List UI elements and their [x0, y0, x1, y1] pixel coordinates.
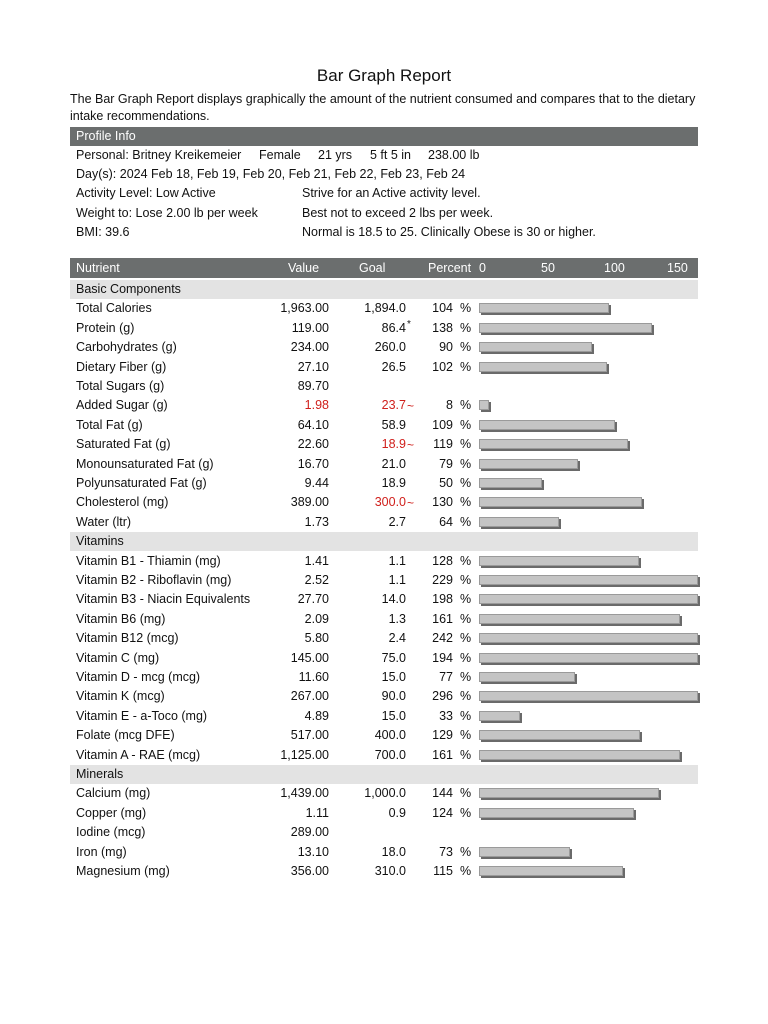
nutrient-value: 1,125.00 [280, 747, 329, 762]
percent-sign: % [460, 320, 472, 335]
nutrient-percent: 124 [432, 805, 453, 820]
percent-bar [479, 575, 698, 585]
nutrient-percent: 109 [432, 417, 453, 432]
nutrient-goal: 26.5 [381, 359, 406, 374]
goal-marker: ~ [407, 438, 415, 453]
table-row [70, 707, 698, 726]
nutrient-goal: 15.0 [381, 670, 406, 684]
table-row [70, 319, 698, 338]
nutrient-goal: 0.9 [388, 805, 406, 820]
profile-header-label: Profile Info [76, 129, 136, 143]
nutrient-value: 22.60 [297, 437, 329, 452]
percent-sign: % [460, 398, 472, 413]
table-row [70, 552, 698, 571]
nutrient-value: 389.00 [290, 495, 329, 510]
nutrient-goal: 14.0 [381, 592, 406, 607]
nutrient-percent: 194 [432, 650, 453, 665]
nutrient-percent: 104 [432, 301, 453, 316]
percent-sign: % [460, 573, 472, 587]
percent-bar [479, 400, 489, 410]
nutrient-value: 1.73 [304, 514, 329, 529]
percent-bar [479, 730, 640, 740]
nutrient-value: 64.10 [297, 417, 329, 432]
nutrient-name: Vitamin B12 (mcg) [76, 631, 179, 646]
nutrient-name: Water (ltr) [76, 514, 132, 529]
nutrient-percent: 119 [433, 437, 453, 452]
profile-weight-goal: Weight to: Lose 2.00 lb per week [76, 206, 258, 220]
nutrient-goal: 2.7 [388, 514, 406, 529]
table-row [70, 455, 698, 474]
nutrient-goal: 23.7 [381, 398, 406, 413]
profile-days: Day(s): 2024 Feb 18, Feb 19, Feb 20, Feb 21, Feb 22, Feb 23, Feb 24 [76, 167, 466, 181]
nutrient-goal: 18.9 [381, 437, 406, 452]
percent-bar [479, 750, 680, 760]
nutrient-goal: 90.0 [381, 689, 406, 704]
col-nutrient: Nutrient [76, 261, 120, 275]
percent-bar [479, 478, 542, 488]
table-row [70, 668, 698, 687]
section-label: Basic Components [76, 282, 181, 296]
percent-sign: % [460, 786, 472, 801]
table-row [70, 784, 698, 803]
report-intro: The Bar Graph Report displays graphically the amount of the nutrient consumed and compares that to the dietary intake recommendations. [70, 92, 696, 123]
profile-height: 5 ft 5 in [370, 148, 411, 162]
nutrient-goal: 75.0 [381, 650, 406, 665]
nutrient-percent: 242 [432, 631, 453, 646]
nutrient-percent: 161 [432, 747, 453, 762]
percent-sign: % [460, 301, 472, 316]
nutrient-value: 2.52 [304, 573, 329, 587]
nutrient-goal: 15.0 [381, 708, 406, 723]
percent-bar [479, 459, 578, 469]
percent-sign: % [460, 747, 472, 762]
nutrient-percent: 33 [439, 708, 453, 723]
nutrient-value: 27.10 [297, 359, 329, 374]
section-label: Vitamins [76, 534, 124, 549]
percent-sign: % [460, 592, 472, 607]
nutrient-value: 2.09 [304, 611, 329, 626]
nutrient-percent: 198 [432, 592, 453, 607]
nutrient-goal: 2.4 [388, 631, 406, 646]
nutrient-percent: 102 [432, 359, 453, 374]
percent-bar [479, 711, 520, 721]
percent-bar [479, 420, 615, 430]
table-row [70, 474, 698, 493]
table-row [70, 416, 698, 435]
nutrient-value: 11.60 [298, 670, 329, 684]
nutrient-value: 1,963.00 [280, 301, 329, 316]
percent-sign: % [460, 514, 472, 529]
nutrient-percent: 229 [432, 573, 453, 587]
table-row [70, 396, 698, 415]
profile-weight: 238.00 lb [428, 148, 480, 162]
percent-sign: % [460, 340, 472, 355]
table-row [70, 843, 698, 862]
percent-bar [479, 691, 698, 701]
nutrient-percent: 90 [439, 340, 453, 355]
nutrient-name: Total Fat (g) [76, 417, 143, 432]
table-row [70, 513, 698, 532]
nutrient-name: Carbohydrates (g) [76, 340, 177, 355]
nutrient-name: Polyunsaturated Fat (g) [76, 476, 207, 490]
nutrient-value: 27.70 [297, 592, 329, 607]
nutrient-name: Vitamin B3 - Niacin Equivalents [76, 592, 251, 607]
table-row [70, 590, 698, 609]
percent-sign: % [460, 437, 472, 452]
percent-bar [479, 303, 609, 313]
table-row [70, 610, 698, 629]
nutrient-goal: 1.1 [388, 573, 406, 587]
percent-sign: % [460, 359, 472, 374]
percent-sign: % [460, 476, 472, 490]
nutrient-name: Protein (g) [76, 320, 135, 335]
nutrient-name: Calcium (mg) [76, 786, 151, 801]
table-row [70, 338, 698, 357]
nutrient-name: Magnesium (mg) [76, 864, 170, 878]
nutrient-percent: 50 [439, 476, 453, 490]
nutrient-goal: 260.0 [374, 340, 406, 355]
percent-bar [479, 439, 628, 449]
nutrient-percent: 73 [439, 844, 453, 859]
percent-sign: % [460, 864, 472, 878]
nutrient-percent: 144 [432, 786, 453, 801]
percent-bar [479, 614, 680, 624]
nutrient-value: 234.00 [290, 340, 329, 355]
table-row [70, 299, 698, 318]
nutrient-name: Vitamin D - mcg (mcg) [76, 670, 201, 684]
nutrient-name: Vitamin B6 (mg) [76, 611, 166, 626]
percent-sign: % [460, 728, 472, 743]
col-percent: Percent [428, 261, 472, 275]
nutrient-value: 9.44 [304, 476, 329, 490]
nutrient-goal: 1,000.0 [364, 786, 406, 801]
percent-bar [479, 672, 575, 682]
nutrient-name: Total Calories [76, 301, 152, 316]
profile-age: 21 yrs [318, 148, 353, 162]
nutrient-value: 1.11 [305, 805, 329, 820]
nutrient-percent: 130 [432, 495, 453, 510]
profile-activity-note: Strive for an Active activity level. [302, 186, 481, 200]
nutrient-name: Vitamin E - a-Toco (mg) [76, 708, 208, 723]
nutrient-goal: 18.9 [381, 476, 406, 490]
nutrient-name: Folate (mcg DFE) [76, 728, 175, 743]
table-row [70, 687, 698, 706]
scale-tick: 0 [479, 261, 486, 275]
nutrient-value: 4.89 [304, 708, 329, 723]
nutrient-name: Added Sugar (g) [76, 398, 168, 413]
col-goal: Goal [359, 261, 386, 275]
table-row [70, 629, 698, 648]
nutrient-value: 89.70 [297, 379, 329, 393]
nutrient-value: 119.00 [291, 320, 329, 335]
section-header [70, 532, 698, 551]
profile-bmi-note: Normal is 18.5 to 25. Clinically Obese is 30 or higher. [302, 225, 596, 239]
nutrient-name: Vitamin C (mg) [76, 650, 160, 665]
percent-bar [479, 847, 570, 857]
table-row [70, 493, 698, 512]
percent-sign: % [460, 495, 472, 510]
nutrient-percent: 161 [432, 611, 453, 626]
table-row [70, 804, 698, 823]
profile-weight-note: Best not to exceed 2 lbs per week. [302, 206, 494, 220]
nutrient-goal: 1,894.0 [364, 301, 406, 316]
nutrient-name: Copper (mg) [76, 805, 147, 820]
nutrient-name: Vitamin K (mcg) [76, 689, 165, 704]
nutrient-name: Total Sugars (g) [76, 379, 165, 393]
nutrient-value: 16.70 [297, 456, 329, 471]
percent-sign: % [460, 417, 472, 432]
nutrient-goal: 310.0 [374, 864, 406, 878]
nutrient-name: Saturated Fat (g) [76, 437, 171, 452]
profile-activity: Activity Level: Low Active [76, 186, 216, 200]
nutrient-value: 517.00 [290, 728, 329, 743]
nutrient-percent: 77 [439, 670, 453, 684]
table-row [70, 571, 698, 590]
nutrient-goal: 300.0 [374, 495, 406, 510]
nutrient-goal: 58.9 [381, 417, 406, 432]
profile-sex: Female [259, 148, 301, 162]
nutrient-name: Vitamin B2 - Riboflavin (mg) [76, 573, 232, 587]
nutrient-goal: 86.4 [381, 320, 406, 335]
nutrient-value: 356.00 [290, 864, 329, 878]
table-row [70, 435, 698, 454]
percent-sign: % [460, 553, 472, 568]
nutrient-percent: 138 [432, 320, 453, 335]
percent-bar [479, 556, 639, 566]
table-row [70, 649, 698, 668]
scale-tick: 150 [667, 261, 688, 275]
section-header [70, 280, 698, 299]
table-row [70, 823, 698, 842]
percent-sign: % [460, 670, 472, 684]
table-row [70, 358, 698, 377]
percent-sign: % [460, 805, 472, 820]
profile-name: Personal: Britney Kreikemeier [76, 148, 242, 162]
nutrient-percent: 296 [432, 689, 453, 704]
nutrient-value: 145.00 [290, 650, 329, 665]
percent-bar [479, 866, 623, 876]
nutrient-value: 13.10 [297, 844, 329, 859]
percent-bar [479, 323, 652, 333]
profile-header [70, 127, 698, 146]
nutrient-name: Monounsaturated Fat (g) [76, 456, 214, 471]
percent-sign: % [460, 650, 472, 665]
percent-bar [479, 497, 642, 507]
nutrient-name: Vitamin B1 - Thiamin (mg) [76, 553, 221, 568]
percent-bar [479, 517, 559, 527]
col-value: Value [288, 261, 320, 275]
goal-marker: * [407, 318, 411, 330]
percent-bar [479, 362, 607, 372]
percent-bar [479, 653, 698, 663]
percent-sign: % [460, 708, 472, 723]
report-title: Bar Graph Report [316, 66, 452, 85]
percent-sign: % [460, 631, 472, 646]
nutrient-name: Iodine (mcg) [76, 825, 146, 840]
nutrient-percent: 64 [439, 514, 453, 529]
nutrient-name: Cholesterol (mg) [76, 495, 169, 510]
nutrient-value: 1,439.00 [280, 786, 329, 801]
percent-bar [479, 594, 698, 604]
nutrient-goal: 18.0 [381, 844, 406, 859]
nutrient-goal: 1.3 [388, 611, 406, 626]
nutrient-goal: 400.0 [374, 728, 406, 743]
nutrient-value: 289.00 [290, 825, 329, 840]
nutrient-value: 1.41 [304, 553, 329, 568]
nutrient-name: Vitamin A - RAE (mcg) [76, 747, 201, 762]
table-row [70, 377, 698, 396]
scale-tick: 100 [604, 261, 625, 275]
percent-sign: % [460, 456, 472, 471]
nutrient-name: Iron (mg) [76, 844, 127, 859]
nutrient-percent: 129 [432, 728, 453, 743]
section-label: Minerals [76, 767, 124, 781]
nutrient-goal: 1.1 [388, 553, 406, 568]
percent-sign: % [460, 611, 472, 626]
table-row [70, 862, 698, 881]
nutrient-percent: 128 [432, 553, 453, 568]
nutrient-goal: 700.0 [374, 747, 406, 762]
table-row [70, 726, 698, 745]
percent-sign: % [460, 689, 472, 704]
nutrient-value: 1.98 [304, 398, 329, 413]
percent-bar [479, 633, 698, 643]
table-header [70, 258, 698, 278]
nutrient-value: 5.80 [304, 631, 329, 646]
percent-bar [479, 788, 659, 798]
table-row [70, 746, 698, 765]
nutrient-name: Dietary Fiber (g) [76, 359, 167, 374]
percent-sign: % [460, 844, 472, 859]
profile-bmi: BMI: 39.6 [76, 225, 130, 239]
nutrient-percent: 79 [439, 456, 453, 471]
scale-tick: 50 [541, 261, 555, 275]
section-header [70, 765, 698, 784]
percent-bar [479, 342, 592, 352]
goal-marker: ~ [407, 496, 415, 511]
nutrient-goal: 21.0 [381, 456, 406, 471]
nutrient-percent: 8 [446, 398, 453, 413]
nutrient-percent: 115 [433, 864, 453, 878]
percent-bar [479, 808, 634, 818]
nutrient-value: 267.00 [290, 689, 329, 704]
goal-marker: ~ [407, 399, 415, 414]
